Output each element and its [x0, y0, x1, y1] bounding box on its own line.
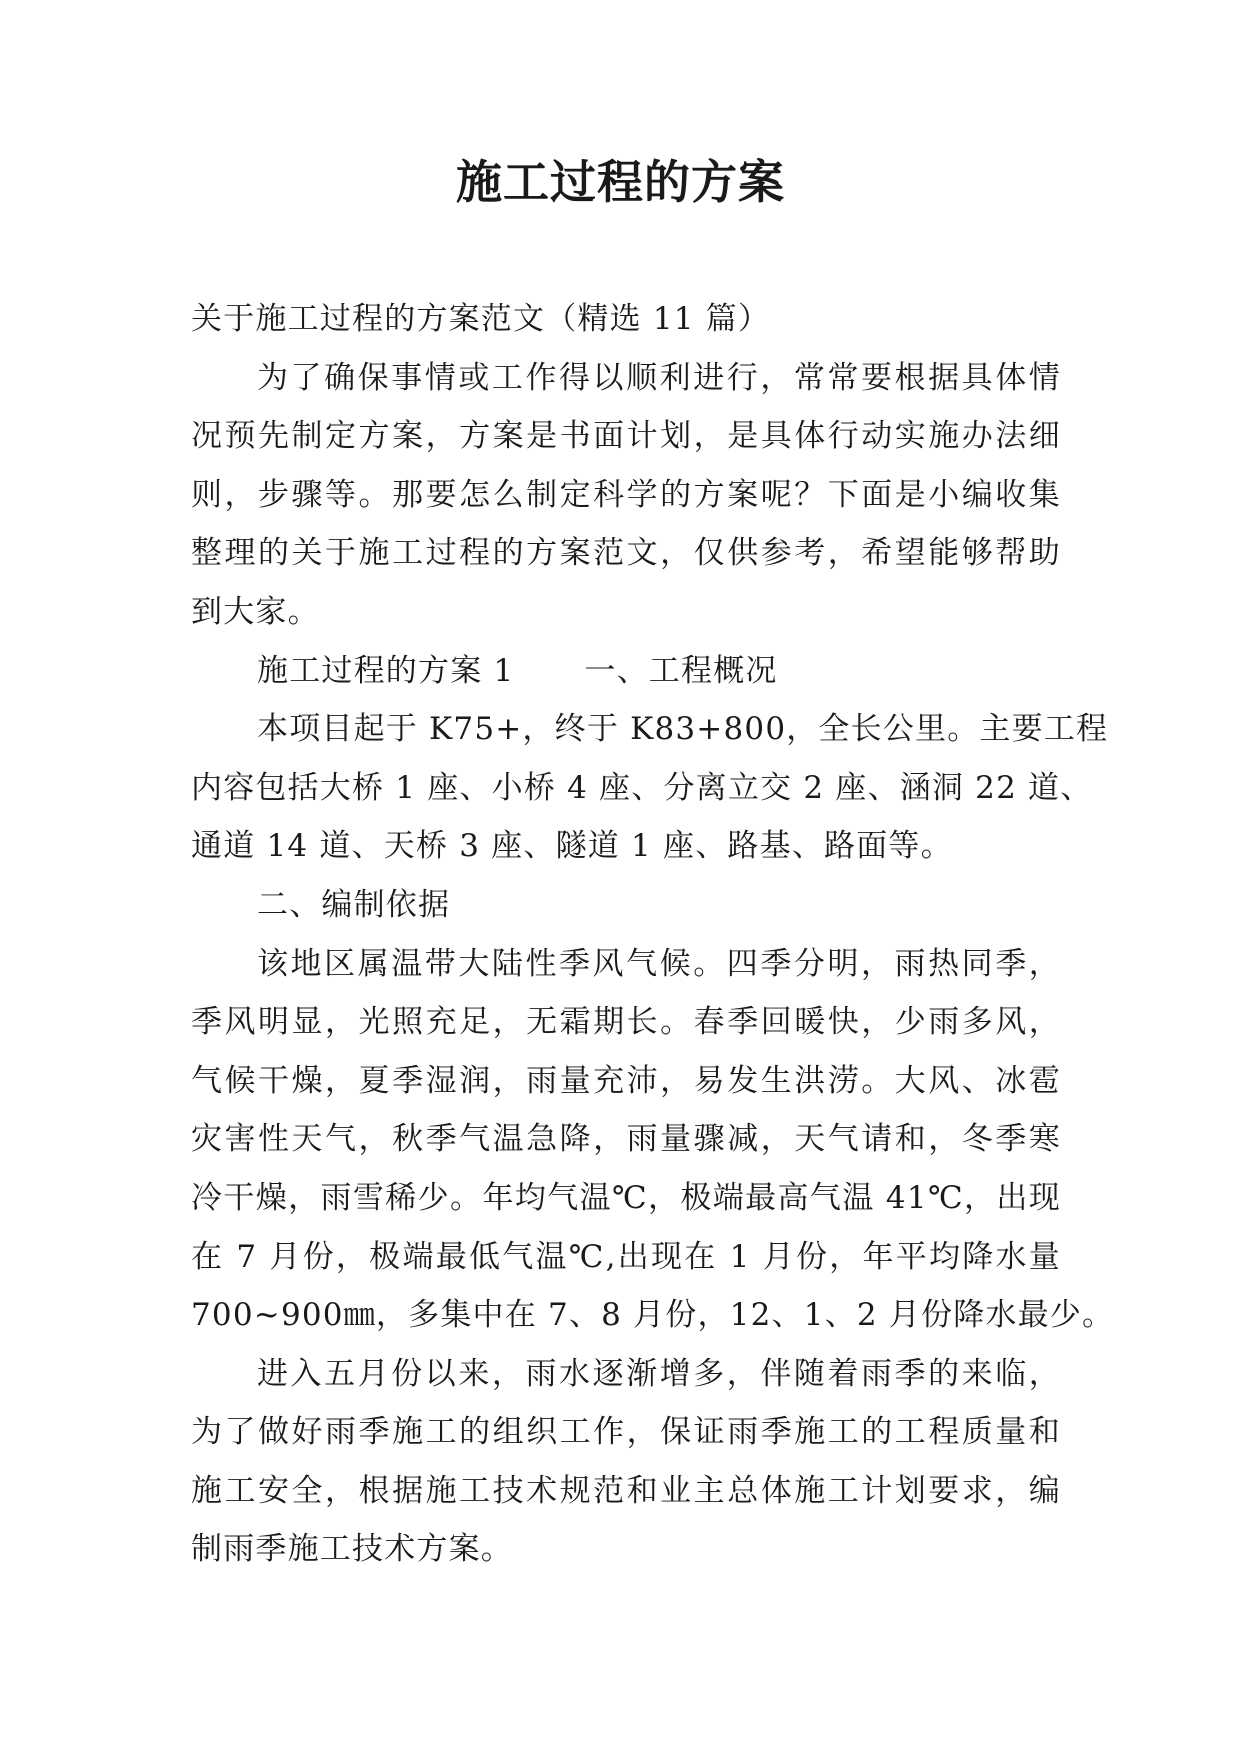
section-subheading: 一、工程概况 [584, 652, 778, 689]
paragraph-line: 整理的关于施工过程的方案范文，仅供参考，希望能够帮助 [191, 535, 1061, 572]
paragraph-line: 季风明显，光照充足，无霜期长。春季回暖快，少雨多风， [191, 1004, 1061, 1041]
paragraph-line: 灾害性天气，秋季气温急降，雨量骤减，天气请和，冬季寒 [191, 1121, 1061, 1158]
section-heading: 施工过程的方案 1 [257, 652, 515, 689]
paragraph-line: 则，步骤等。那要怎么制定科学的方案呢？下面是小编收集 [191, 476, 1061, 513]
paragraph-line: 况预先制定方案，方案是书面计划，是具体行动实施办法细 [191, 418, 1061, 455]
rain-season-paragraph [191, 1345, 1061, 1579]
paragraph-line: 内容包括大桥 1 座、小桥 4 座、分离立交 2 座、涵洞 22 道、 [191, 769, 1093, 806]
climate-paragraph [191, 935, 1115, 1345]
paragraph-line: 700~900㎜，多集中在 7、8 月份，12、1、2 月份降水最少。 [191, 1297, 1115, 1334]
paragraph-line: 进入五月份以来，雨水逐渐增多，伴随着雨季的来临， [257, 1355, 1061, 1392]
basis-heading: 二、编制依据 [257, 886, 451, 923]
paragraph-line: 该地区属温带大陆性季风气候。四季分明，雨热同季， [257, 945, 1061, 982]
document-body [191, 290, 1115, 1579]
paragraph-line: 通道 14 道、天桥 3 座、隧道 1 座、路基、路面等。 [191, 828, 953, 865]
paragraph-line: 冷干燥，雨雪稀少。年均气温℃，极端最高气温 41℃，出现 [191, 1179, 1061, 1216]
paragraph-line: 施工安全，根据施工技术规范和业主总体施工计划要求，编 [191, 1472, 1061, 1509]
paragraph-line: 为了做好雨季施工的组织工作，保证雨季施工的工程质量和 [191, 1414, 1061, 1451]
paragraph-line: 在 7 月份，极端最低气温℃,出现在 1 月份，年平均降水量 [191, 1238, 1061, 1275]
paragraph-line: 到大家。 [191, 593, 320, 630]
section-heading-row [191, 642, 1061, 701]
intro-paragraph [191, 349, 1061, 642]
paragraph-line: 为了确保事情或工作得以顺利进行，常常要根据具体情 [257, 359, 1061, 396]
document-subtitle: 关于施工过程的方案范文（精选 11 篇） [191, 301, 771, 337]
paragraph-line: 制雨季施工技术方案。 [191, 1531, 513, 1568]
paragraph-line: 气候干燥，夏季湿润，雨量充沛，易发生洪涝。大风、冰雹 [191, 1062, 1061, 1099]
paragraph-line: 本项目起于 K75+，终于 K83+800，全长公里。主要工程 [257, 711, 1109, 748]
document-title: 施工过程的方案 [456, 155, 785, 209]
overview-paragraph [191, 700, 1109, 876]
